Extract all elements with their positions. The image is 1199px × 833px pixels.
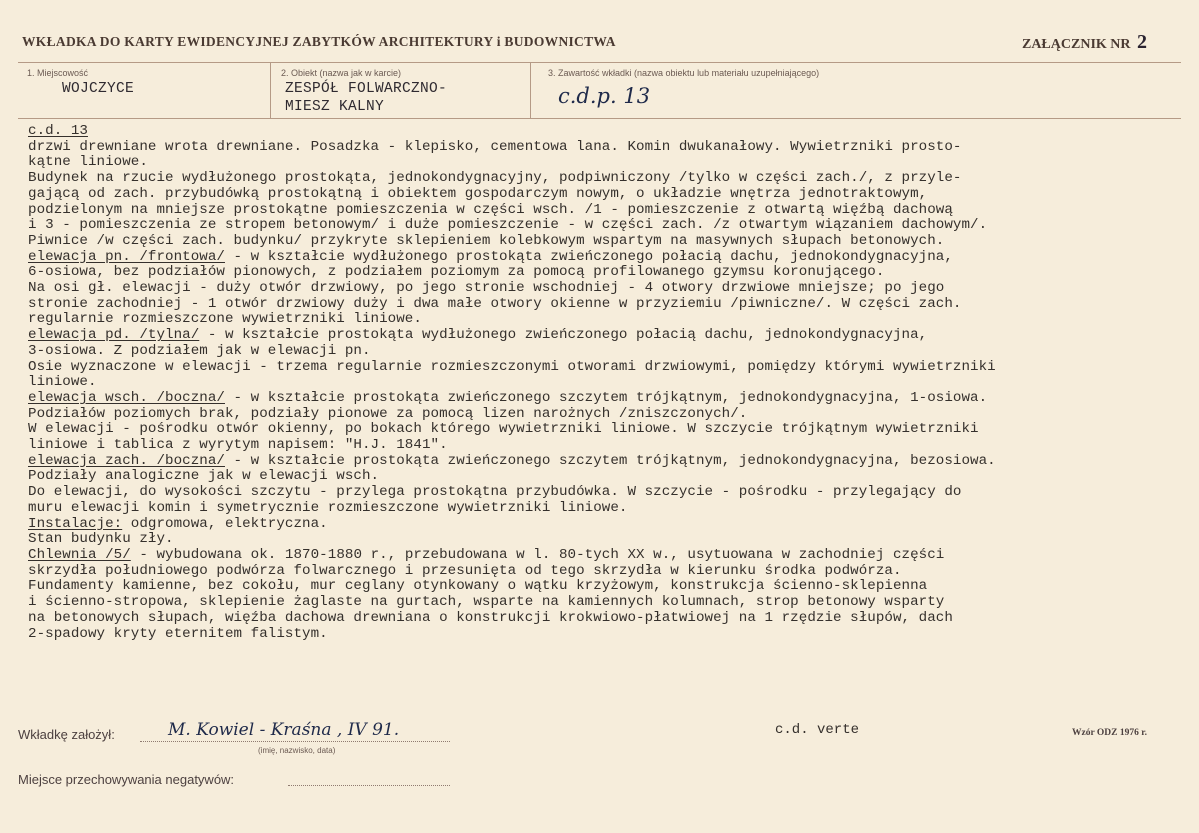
field-separator-1 (270, 62, 271, 118)
section-heading-cd13: c.d. 13 (28, 123, 88, 139)
form-header-title: WKŁADKA DO KARTY EWIDENCYJNEJ ZABYTKÓW ARCHITEKTURY i BUDOWNICTWA (22, 34, 616, 49)
content-value-handwritten: c.d.p. 13 (558, 84, 651, 108)
document-body (28, 124, 1198, 642)
object-line-2: MIESZ KALNY (285, 99, 385, 115)
author-hint: (imię, nazwisko, data) (258, 746, 336, 755)
attachment-number (1022, 31, 1147, 54)
north-elevation-text: - w kształcie wydłużonego prostokąta zwieńczonego połacią dachu, jednokondygnacyjna, 6-osiowa, bez podziałów pionowych, z podziałem poziomym za pomocą profilowanego gzymsu koronującego. Na osi gł. elewacji - duży otwór drzwiowy, po jego stronie wschodniej - 4 otwory drzwiowe mniejsze; po jego stronie zachodniej - 1 otwór drzwiowy duży i dwa małe otwory okienne w przyziemiu /piwniczne/. W części zach. regularnie rozmieszczone wywietrzniki liniowe. (28, 248, 962, 328)
object-line-1: ZESPÓŁ FOLWARCZNO- (285, 81, 448, 97)
author-label: Wkładkę założył: (18, 727, 115, 742)
author-signature: M. Kowiel - Kraśna , IV 91. (168, 720, 400, 740)
attachment-label: ZAŁĄCZNIK NR (1021, 37, 1131, 52)
section-heading-east-elevation: elewacja wsch. /boczna/ (28, 389, 225, 406)
author-line (140, 741, 450, 742)
section-heading-west-elevation: elewacja zach. /boczna/ (28, 452, 225, 469)
header-divider (18, 62, 1181, 63)
continued-note: c.d. verte (775, 722, 860, 738)
content-label: 3. Zawartość wkładki (nazwa obiektu lub materiału uzupełniającego) (548, 68, 820, 78)
location-value: WOJCZYCE (62, 81, 135, 97)
pigsty-text: - wybudowana ok. 1870-1880 r., przebudowana w l. 80-tych XX w., usytuowana w zachodniej części skrzydła południowego podwórza folwarcznego i przesunięta od tego skrzydła w kierunku środka podwórza. Fundamenty kamienne, bez cokołu, mur ceglany otynkowany o wątku krzyżowym, konstrukcja ściennо-sklepienna i ściennо-stropowa, sklepienie żaglaste na gurtach, wsparte na kamiennych kolumnach, strop betonowy wsparty na betonowych słupach, więźba dachowa drewniana o konstrukcji krokwiowo-płatwiowej na 1 rzędzie słupów, dach 2-spadowy kryty eternitem falistym. (28, 546, 953, 642)
section-heading-pigsty: Chlewnia /5/ (28, 546, 131, 563)
field-separator-2 (530, 62, 531, 118)
south-elevation-text: - w kształcie prostokąta wydłużonego zwieńczonego połacią dachu, jednokondygnacyjna, 3-osiowa. Z podziałem jak w elewacji pn. Osie wyznaczone w elewacji - trzema regularnie rozmieszczonymi otworami drzwiowymi, pomiędzy którymi wywietrzniki liniowe. (28, 327, 996, 391)
building-description: drzwi drewniane wrota drewniane. Posadzka - klepisko, cementowa lana. Komin dwukanałowy. Wywietrzniki prosto- kątne liniowe. Budynek na rzucie wydłużonego prostokąta, jednokondygnacyjny, podpiwniczony /tylko w części zach./, z przyle- gającą od zach. przybudówką prostokątną i obiektem gospodarczym nowym, o układzie wnętrza jednotraktowym, podzielonym na mniejsze prostokątne pomieszczenia w części wsch. /1 - pomieszczenie z otwartą więźbą dachową i 3 - pomieszczenia ze stropem betonowym/ i duże pomieszczenie - w części zach. /z otwartym wiązaniem dachowym/. Piwnice /w części zach. budynku/ przykryte sklepieniem kolebkowym wspartym na masywnych słupach betonowych. (28, 138, 988, 249)
location-label: 1. Miejscowość (27, 68, 89, 78)
section-heading-north-elevation: elewacja pn. /frontowa/ (28, 248, 225, 265)
attachment-number-value: 2 (1137, 31, 1147, 53)
section-heading-installations: Instalacje: (28, 515, 123, 532)
east-elevation-text: - w kształcie prostokąta zwieńczonego szczytem trójkątnym, jednokondygnacyjna, 1-osiowa. Podziałów poziomych brak, podziały pionowe za pomocą lizen narożnych /zniszczonych/. W elewacji - pośrodku otwór okienny, po bokach którego wywietrzniki liniowe. W szczycie trójkątnym wywietrzniki liniowe i tablica z wyrytym napisem: "H.J. 1841". (28, 389, 988, 454)
section-heading-south-elevation: elewacja pd. /tylna/ (28, 327, 200, 344)
fields-divider (18, 118, 1181, 119)
west-elevation-text: - w kształcie prostokąta zwieńczonego szczytem trójkątnym, jednokondygnacyjna, bezosiowa. Podziały analogiczne jak w elewacji wsch. Do elewacji, do wysokości szczytu - przylega prostokątna przybudówka. W szczycie - pośrodku - przylegający do muru elewacji komin i symetrycznie rozmieszczone wywietrzniki liniowe. (28, 452, 996, 516)
storage-label: Miejsce przechowywania negatywów: (18, 772, 235, 787)
template-version: Wzór ODZ 1976 r. (1072, 728, 1147, 738)
storage-line (288, 785, 450, 786)
installations-text: odgromowa, elektryczna. Stan budynku zły. (28, 515, 328, 548)
object-label: 2. Obiekt (nazwa jak w karcie) (281, 68, 402, 78)
